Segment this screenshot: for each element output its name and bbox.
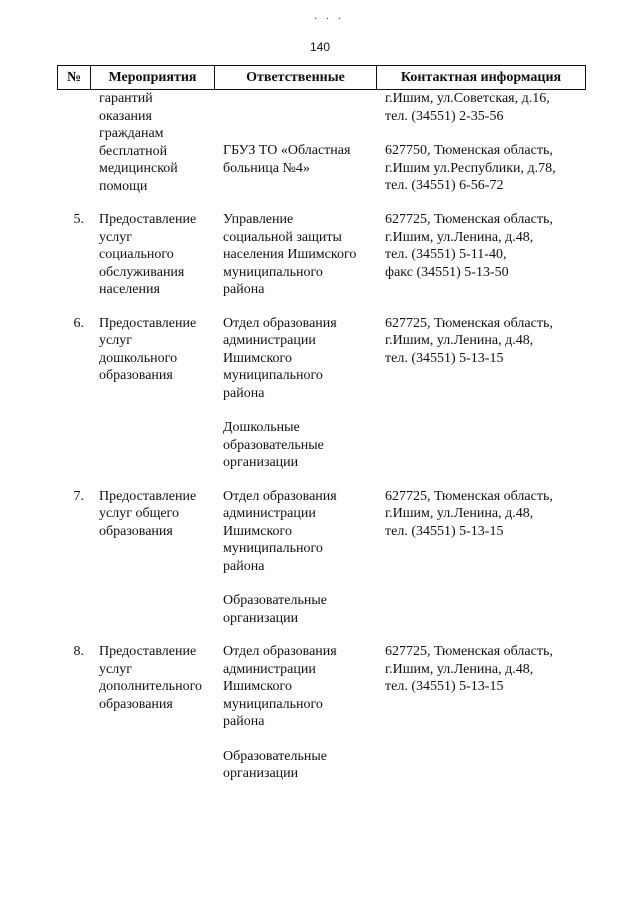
header-responsible: Ответственные	[215, 66, 377, 90]
row-responsible	[215, 643, 377, 783]
responsible-primary: Отдел образования администрации Ишимского муниципального района	[223, 644, 337, 729]
row-responsible	[215, 211, 377, 299]
header-no: №	[58, 66, 91, 90]
row-number: 8.	[73, 644, 84, 659]
row-event: Предоставление услуг дошкольного образования	[99, 315, 197, 383]
page-number: 140	[309, 40, 331, 54]
table-header-row	[58, 66, 586, 90]
row-contacts	[377, 211, 586, 299]
responsible-secondary: Дошкольные образовательные организации	[223, 420, 324, 470]
scan-specks: · · ·	[314, 14, 344, 25]
row-event: Предоставление услуг дополнительного образования	[99, 644, 202, 712]
row-event: Предоставление услуг социального обслуживания населения	[99, 212, 197, 297]
table-row	[58, 488, 586, 628]
contact-secondary: 627750, Тюменская область, г.Ишим ул.Республики, д.78, тел. (34551) 6-56-72	[385, 143, 556, 193]
row-contacts	[377, 315, 586, 472]
contact-primary: 627725, Тюменская область, г.Ишим, ул.Ленина, д.48, тел. (34551) 5-11-40, факс (34551) 5-13-50	[385, 212, 553, 280]
table-row	[58, 315, 586, 472]
contact-primary: г.Ишим, ул.Советская, д.16, тел. (34551) 2-35-56	[385, 91, 550, 124]
row-event: Предоставление услуг общего образования	[99, 488, 197, 539]
row-responsible	[215, 488, 377, 628]
responsible-secondary: Образовательные организации	[223, 748, 327, 781]
row-responsible	[215, 315, 377, 472]
contact-primary: 627725, Тюменская область, г.Ишим, ул.Ленина, д.48, тел. (34551) 5-13-15	[385, 315, 553, 366]
responsible-primary	[223, 90, 372, 142]
row-contacts	[377, 488, 586, 628]
row-number: 7.	[73, 488, 84, 504]
row-contacts	[377, 90, 586, 196]
table-row	[58, 211, 586, 299]
table-row	[58, 90, 586, 196]
responsible-secondary: Образовательные организации	[223, 593, 327, 626]
row-number: 5.	[73, 212, 84, 227]
responsible-secondary: ГБУЗ ТО «Областная больница №4»	[223, 143, 351, 176]
header-contacts: Контактная информация	[377, 66, 586, 90]
table-row	[58, 643, 586, 783]
row-contacts	[377, 643, 586, 783]
row-event: гарантий оказания гражданам бесплатной медицинской помощи	[99, 91, 178, 194]
row-number	[58, 90, 91, 196]
row-responsible	[215, 90, 377, 196]
row-number: 6.	[73, 315, 84, 331]
responsible-primary: Отдел образования администрации Ишимского муниципального района	[223, 488, 337, 574]
header-events: Мероприятия	[91, 66, 215, 90]
events-table	[57, 65, 586, 783]
responsible-primary: Отдел образования администрации Ишимского муниципального района	[223, 315, 337, 401]
contact-primary: 627725, Тюменская область, г.Ишим, ул.Ленина, д.48, тел. (34551) 5-13-15	[385, 488, 553, 539]
responsible-primary: Управление социальной защиты населения Ишимского муниципального района	[223, 212, 357, 297]
contact-primary: 627725, Тюменская область, г.Ишим, ул.Ленина, д.48, тел. (34551) 5-13-15	[385, 644, 553, 694]
